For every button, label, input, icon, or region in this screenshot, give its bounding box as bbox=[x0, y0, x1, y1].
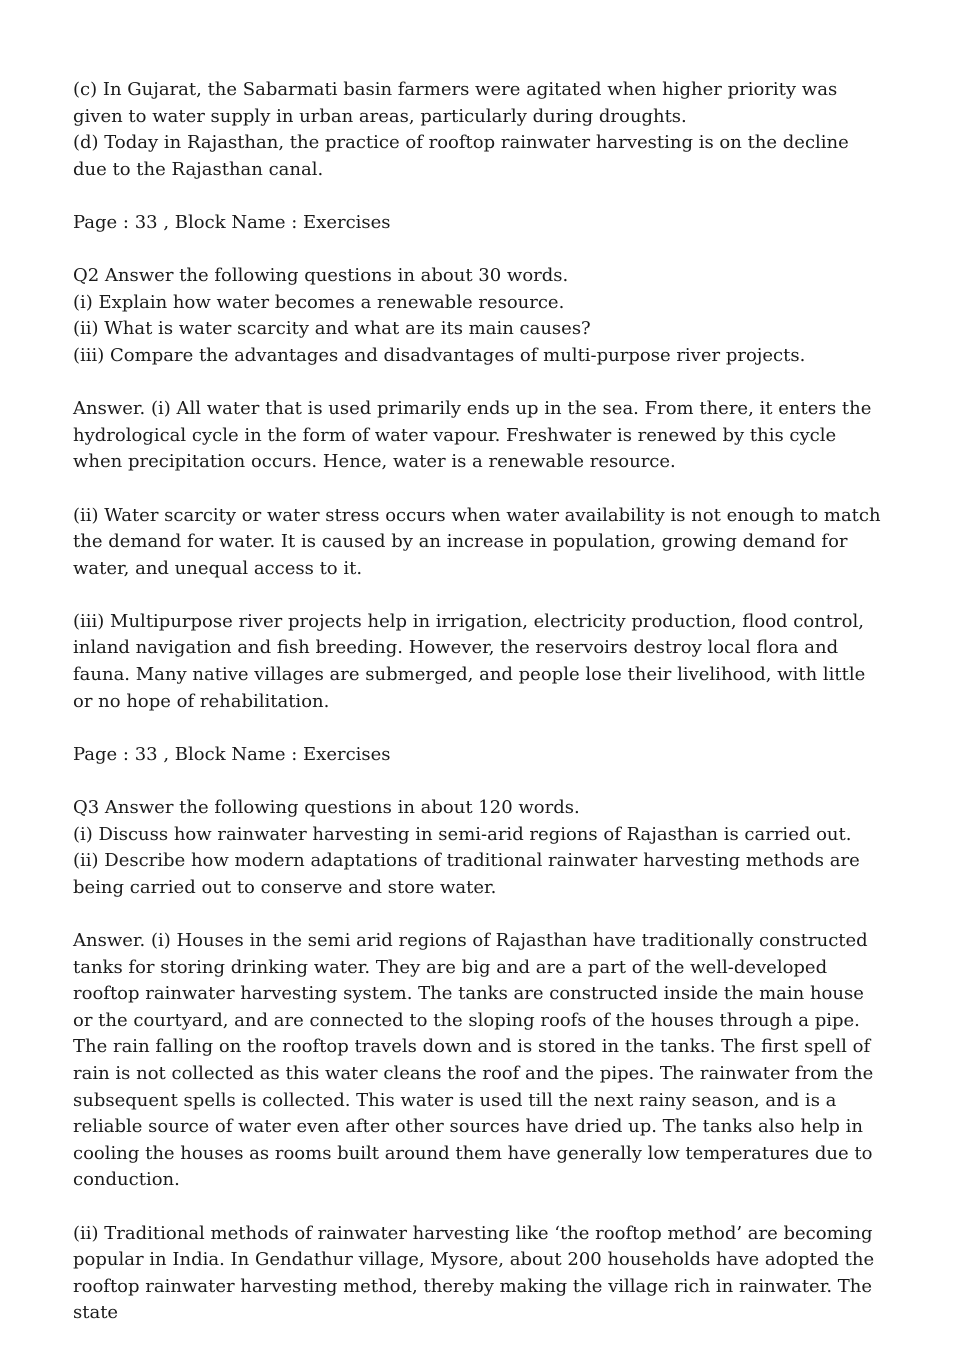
page-reference bbox=[73, 210, 888, 237]
page-reference bbox=[73, 742, 888, 769]
option-d: (d) Today in Rajasthan, the practice of rooftop rainwater harvesting is on the decline due to the Rajasthan canal. bbox=[73, 132, 849, 180]
answer-2-i bbox=[73, 396, 888, 476]
question-2-item-ii: (ii) What is water scarcity and what are its main causes? bbox=[73, 318, 591, 340]
answer-2-ii bbox=[73, 503, 888, 583]
answer-3-ii bbox=[73, 1221, 888, 1327]
answer-3-i bbox=[73, 928, 888, 1194]
question-2-title: Q2 Answer the following questions in about 30 words. bbox=[73, 265, 569, 287]
question-3-title: Q3 Answer the following questions in about 120 words. bbox=[73, 797, 580, 819]
answer-paragraph: (iii) Multipurpose river projects help in irrigation, electricity production, flood control, inland navigation and fish breeding. However, the reservoirs destroy local flora and fauna. Many native villages are submerged, and people lose their livelihood, with little or no hope of rehabilitation. bbox=[73, 610, 866, 712]
page-reference-text: Page : 33 , Block Name : Exercises bbox=[73, 211, 391, 233]
question-3-item-i: (i) Discuss how rainwater harvesting in semi-arid regions of Rajasthan is carried out. bbox=[73, 823, 852, 845]
question-3-item-ii: (ii) Describe how modern adaptations of traditional rainwater harvesting methods are being carried out to conserve and store water. bbox=[73, 850, 860, 898]
answer-2-iii bbox=[73, 609, 888, 715]
previous-question-options bbox=[73, 77, 888, 183]
question-3 bbox=[73, 795, 888, 901]
answer-paragraph: Answer. (i) All water that is used primarily ends up in the sea. From there, it enters the hydrological cycle in the form of water vapour. Freshwater is renewed by this cycle when precipitation occurs. Hence, water is a renewable resource. bbox=[73, 398, 872, 473]
answer-paragraph: (ii) Water scarcity or water stress occurs when water availability is not enough to match the demand for water. It is caused by an increase in population, growing demand for water, and unequal access to it. bbox=[73, 504, 881, 579]
answer-paragraph: (ii) Traditional methods of rainwater harvesting like ‘the rooftop method’ are becoming popular in India. In Gendathur village, Mysore, about 200 households have adopted the rooftop rainwater harvesting method, thereby making the village rich in rainwater. The state bbox=[73, 1222, 875, 1324]
answer-paragraph: Answer. (i) Houses in the semi arid regions of Rajasthan have traditionally constructed tanks for storing drinking water. They are big and are a part of the well-developed rooftop rainwater harvesting system. The tanks are constructed inside the main house or the courtyard, and are connected to the sloping roofs of the houses through a pipe. The rain falling on the rooftop travels down and is stored in the tanks. The first spell of rain is not collected as this water cleans the roof and the pipes. The rainwater from the subsequent spells is collected. This water is used till the next rainy season, and is a reliable source of water even after other sources have dried up. The tanks also help in cooling the houses as rooms built around them have generally low temperatures due to conduction. bbox=[73, 930, 874, 1191]
question-2 bbox=[73, 263, 888, 369]
document-content bbox=[73, 77, 888, 1354]
option-c: (c) In Gujarat, the Sabarmati basin farmers were agitated when higher priority was given to water supply in urban areas, particularly during droughts. bbox=[73, 79, 838, 127]
page-reference-text: Page : 33 , Block Name : Exercises bbox=[73, 743, 391, 765]
question-2-item-i: (i) Explain how water becomes a renewable resource. bbox=[73, 291, 565, 313]
question-2-item-iii: (iii) Compare the advantages and disadvantages of multi-purpose river projects. bbox=[73, 344, 806, 366]
